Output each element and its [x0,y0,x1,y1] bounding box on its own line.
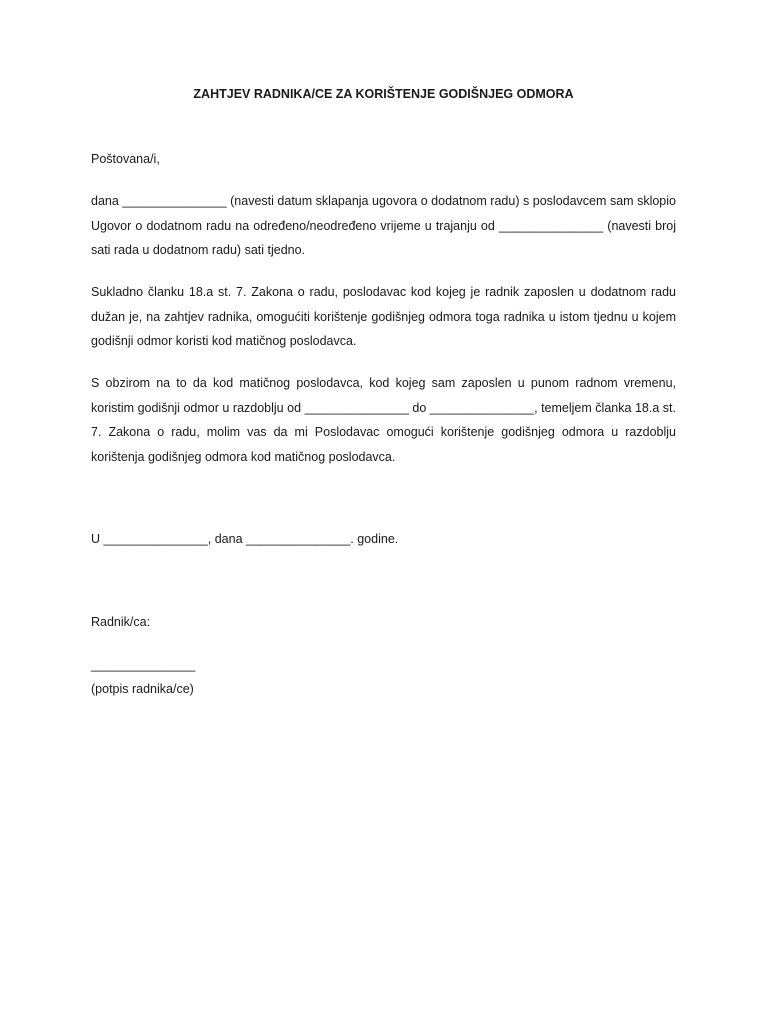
paragraph-request: S obzirom na to da kod matičnog poslodavca, kod kojeg sam zaposlen u punom radnom vremenu, koristim godišnji odmor u razdoblju od _______________ do _______________, temeljem članka 18.a st. 7. Zakona o radu, molim vas da mi Poslodavac omogući korištenje godišnjeg odmora u razdoblju korištenja godišnjeg odmora kod matičnog poslodavca. [91,376,676,464]
worker-label: Radnik/ca: [91,615,151,629]
paragraph-legal-basis: Sukladno članku 18.a st. 7. Zakona o radu, poslodavac kod kojeg je radnik zaposlen u dodatnom radu dužan je, na zahtjev radnika, omogućiti korištenje godišnjeg odmora toga radnika u istom tjednu u kojem godišnji odmor koristi kod matičnog poslodavca. [91,285,676,348]
place-date-line: U _______________, dana _______________. godine. [91,532,399,546]
greeting: Poštovana/i, [91,152,160,166]
signature-caption: (potpis radnika/ce) [91,682,194,696]
paragraph-contract: dana _______________ (navesti datum sklapanja ugovora o dodatnom radu) s poslodavcem sam sklopio Ugovor o dodatnom radu na određeno/neodređeno vrijeme u trajanju od _______________ (navesti broj sati rada u dodatnom radu) sati tjedno. [91,194,676,257]
document-page [91,0,676,1024]
signature-line: _______________ [91,658,196,672]
document-title: ZAHTJEV RADNIKA/CE ZA KORIŠTENJE GODIŠNJEG ODMORA [193,87,574,101]
